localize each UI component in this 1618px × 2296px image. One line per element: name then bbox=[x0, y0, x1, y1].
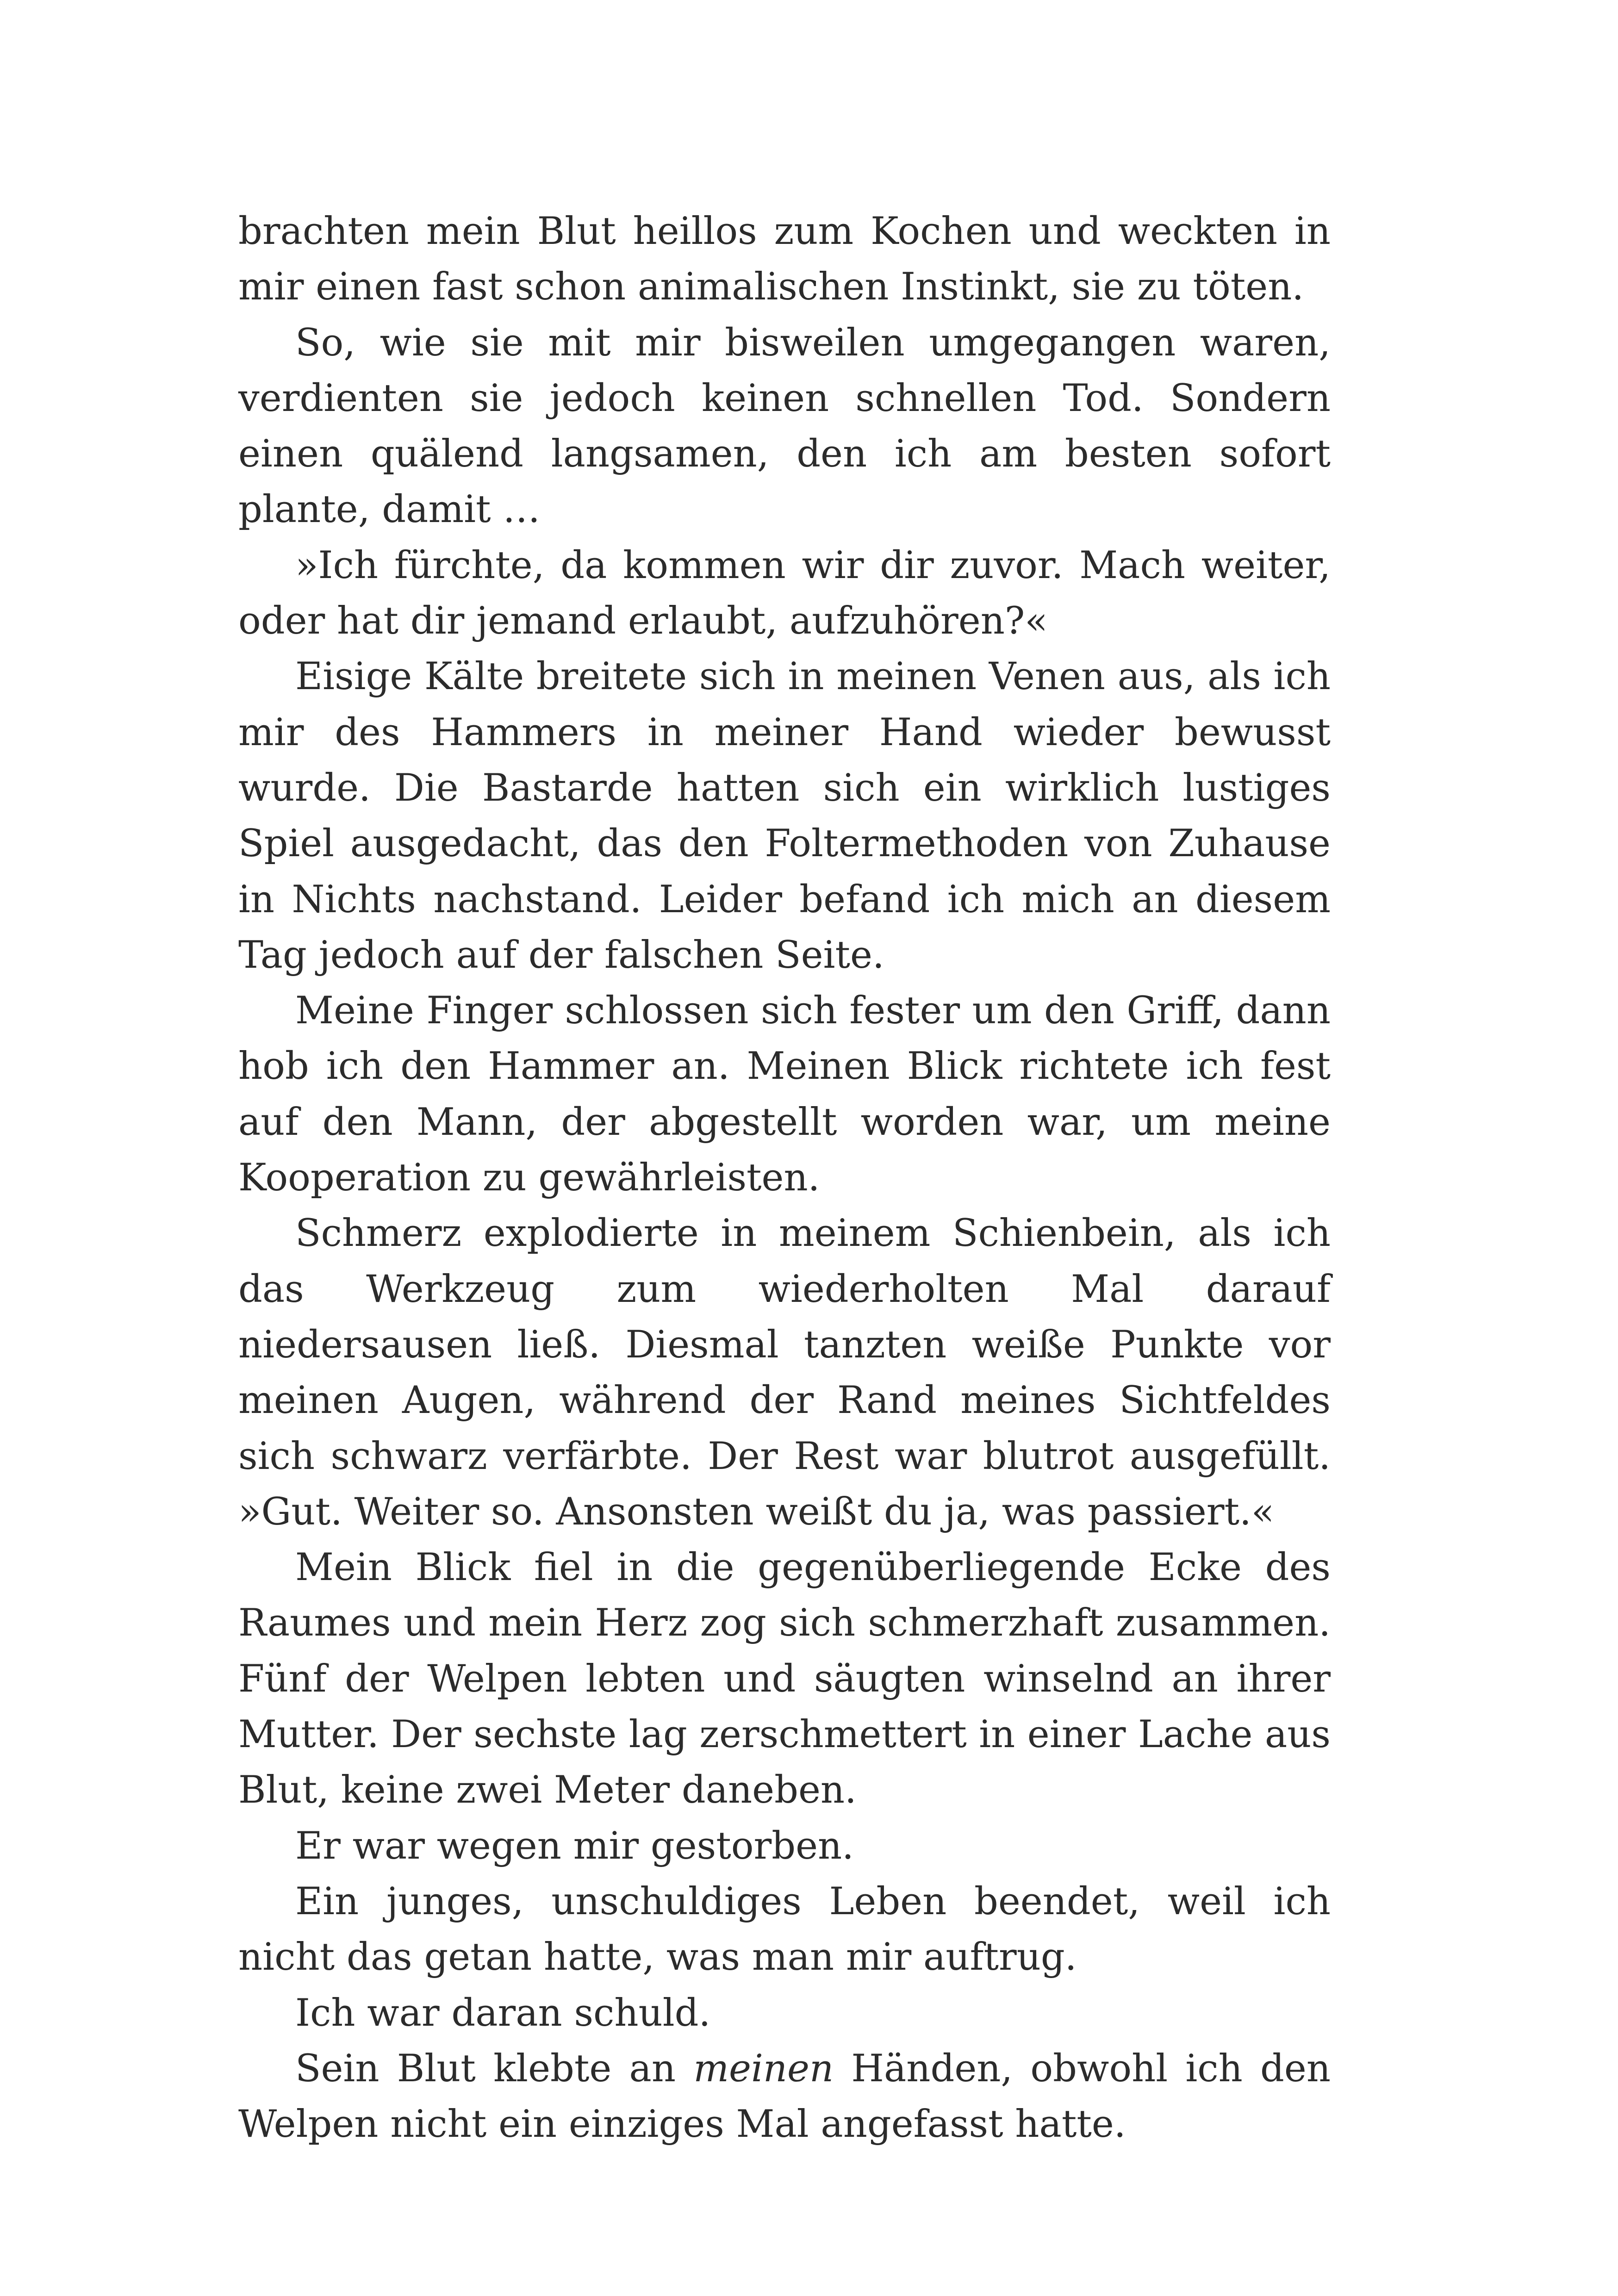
paragraph-1 bbox=[238, 204, 1331, 315]
paragraph-text: Ich war daran schuld. bbox=[295, 1991, 711, 2035]
paragraph-text: Sein Blut klebte an bbox=[295, 2047, 694, 2091]
paragraph-text: Händen, obwohl ich den Welpen nicht ein einziges Mal angefasst hatte. bbox=[238, 2047, 1331, 2147]
paragraph-5 bbox=[238, 983, 1331, 1206]
paragraph-6 bbox=[238, 1206, 1331, 1540]
paragraph-7 bbox=[238, 1540, 1331, 1818]
paragraph-text: Eisige Kälte breitete sich in meinen Venen aus, als ich mir des Hammers in meiner Hand wieder bewusst wurde. Die Bastarde hatten sich ein wirklich lustiges Spiel ausgedacht, das den Foltermethoden von Zuhause in Nichts nachstand. Leider befand ich mich an diesem Tag jedoch auf der falschen Seite. bbox=[238, 655, 1331, 977]
paragraph-9 bbox=[238, 1874, 1331, 1985]
paragraph-text: »Ich fürchte, da kommen wir dir zuvor. Mach weiter, oder hat dir jemand erlaubt, aufzuhören?« bbox=[238, 543, 1331, 643]
paragraph-10 bbox=[238, 1985, 1331, 2041]
paragraph-8 bbox=[238, 1818, 1331, 1874]
paragraph-text: brachten mein Blut heillos zum Kochen und weckten in mir einen fast schon animalischen Instinkt, sie zu töten. bbox=[238, 210, 1331, 309]
page-body bbox=[238, 204, 1331, 2152]
paragraph-11 bbox=[238, 2041, 1331, 2153]
paragraph-text: Meine Finger schlossen sich fester um den Griff, dann hob ich den Hammer an. Meinen Blick richtete ich fest auf den Mann, der abgestellt worden war, um meine Kooperation zu gewährleisten. bbox=[238, 989, 1331, 1200]
paragraph-text: Er war wegen mir gestorben. bbox=[295, 1824, 854, 1868]
paragraph-text: So, wie sie mit mir bisweilen umgegangen waren, verdienten sie jedoch keinen schnellen Tod. Sondern einen quälend langsamen, den ich am besten sofort plante, damit … bbox=[238, 321, 1331, 532]
paragraph-text: Ein junges, unschuldiges Leben beendet, weil ich nicht das getan hatte, was man mir auftrug. bbox=[238, 1879, 1331, 1979]
paragraph-2 bbox=[238, 315, 1331, 538]
paragraph-text: Schmerz explodierte in meinem Schienbein, als ich das Werkzeug zum wiederholten Mal darauf niedersausen ließ. Diesmal tanzten weiße Punkte vor meinen Augen, während der Rand meines Sichtfeldes sich schwarz verfärbte. Der Rest war blutrot ausgefüllt. »Gut. Weiter so. Ansonsten weißt du ja, was passiert.« bbox=[238, 1212, 1331, 1534]
paragraph-4 bbox=[238, 649, 1331, 983]
paragraph-3 bbox=[238, 538, 1331, 649]
paragraph-text: Mein Blick fiel in die gegenüberliegende Ecke des Raumes und mein Herz zog sich schmerzhaft zusammen. Fünf der Welpen lebten und säugten winselnd an ihrer Mutter. Der sechste lag zerschmettert in einer Lache aus Blut, keine zwei Meter daneben. bbox=[238, 1546, 1331, 1812]
emphasis-text: meinen bbox=[693, 2047, 834, 2091]
